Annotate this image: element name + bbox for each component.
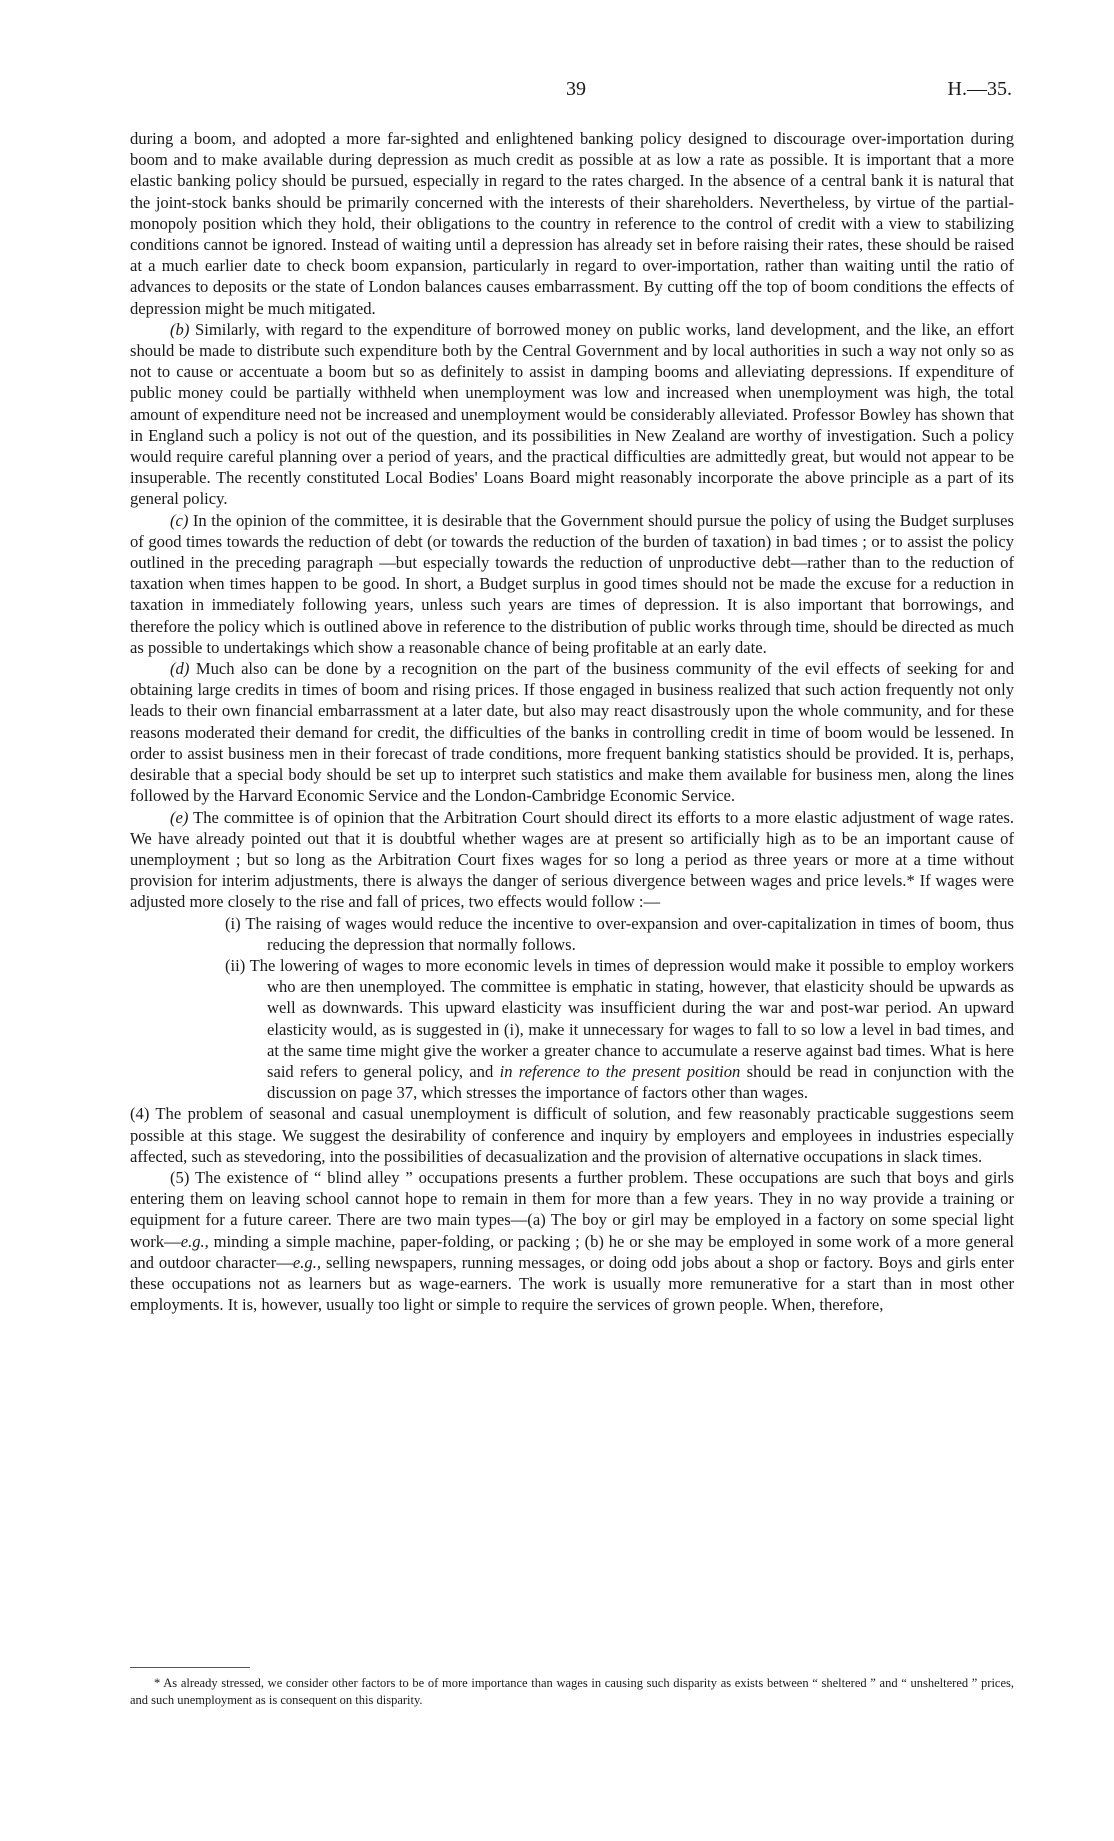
paragraph-c: [130, 510, 1014, 658]
label-b: (b): [170, 319, 190, 339]
paragraph-e: [130, 807, 1014, 913]
body-text: [130, 128, 1014, 1315]
footnote-text: * As already stressed, we consider other factors to be of more importance than wages in causing such disparity as exists between “ sheltered ” and “ unsheltered ” prices, and such unemployment as is consequent on this disparity.: [130, 1676, 1014, 1707]
list-item-i: (i) The raising of wages would reduce the incentive to over-expansion and over-capitalization in times of boom, thus reducing the depression that normally follows.: [225, 913, 1014, 954]
paragraph-5-text-a: (5) The existence of “ blind alley ” occupations presents a further problem. These occupations are such that boys and girls entering them on leaving school cannot hope to remain in them for more than a few years. They in no way provide a training or equipment for a future career. There are two main types—(a) The boy or girl may be employed in a factory on some special light work—: [130, 1167, 1014, 1251]
list-item-ii-italic: in reference to the present position: [499, 1061, 741, 1081]
paragraph-5: [130, 1167, 1014, 1315]
paragraph-5-text-b: minding a simple machine, paper-folding, or packing ; (b) he or she may be employed in some work of a more general and outdoor character—: [130, 1231, 1014, 1272]
paragraph-4: (4) The problem of seasonal and casual unemployment is difficult of solution, and few reasonably practicable suggestions seem possible at this stage. We suggest the desirability of conference and inquiry by employers and employees in industries especially affected, such as stevedoring, into the possibilities of decasualization and the provision of alternative occupations in slack times.: [130, 1104, 1014, 1166]
paragraph-5-text-c: selling newspapers, running messages, or doing odd jobs about a shop or factory. Boys and girls enter these occupations not as learners but as wage-earners. The work is usually more remunerative for a start than in most other employments. It is, however, usually too light or simple to require the services of grown people. When, therefore,: [130, 1252, 1014, 1315]
paragraph-b: [130, 319, 1014, 510]
page-number: 39: [566, 78, 586, 100]
label-d: (d): [170, 659, 190, 679]
document-reference: H.—35.: [947, 78, 1012, 100]
label-c: (c): [170, 510, 189, 530]
paragraph-continued: during a boom, and adopted a more far-sighted and enlightened banking policy designed to discourage over-importation during boom and to make available during depression as much credit as possible at as low a rate as possible. It is important that a more elastic banking policy should be pursued, especially in regard to the rates charged. In the absence of a central bank it is natural that the joint-stock banks should be primarily concerned with the interests of their shareholders. Nevertheless, by virtue of the partial-monopoly position which they hold, their obligations to the country in reference to the control of credit with a view to stabilizing conditions cannot be ignored. Instead of waiting until a depression has already set in before raising their rates, these should be raised at a much earlier date to check boom expansion, particularly in regard to over-importation, rather than waiting until the ratio of advances to deposits or the state of London balances causes embarrassment. By cutting off the top of boom conditions the effects of depression might be much mitigated.: [130, 129, 1014, 318]
list-item-ii-text-a: (ii) The lowering of wages to more economic levels in times of depression would make it possible to employ workers who are then unemployed. The committee is emphatic in stating, however, that elasticity should be upwards as well as downwards. This upward elasticity was insufficient during the war and post-war period. An upward elasticity would, as is suggested in (i), make it unnecessary for wages to fall to so low a level in bad times, and at the same time might give the worker a greater chance to accumulate a reserve against bad times. What is here said refers to general policy, and: [225, 955, 1014, 1081]
paragraph-d-text: Much also can be done by a recognition on the part of the business community of the evil effects of seeking for and obtaining large credits in times of boom and rising prices. If those engaged in business realized that such action frequently not only leads to their own financial embarrassment at a later date, but also may react disastrously upon the whole community, and for these reasons moderated their demand for credit, the difficulties of the banks in controlling credit in time of boom would be lessened. In order to assist business men in their forecast of trade conditions, more frequent banking statistics should be provided. It is, perhaps, desirable that a special body should be set up to interpret such statistics and make them available for business men, along the lines followed by the Harvard Economic Service and the London-Cambridge Economic Service.: [130, 659, 1014, 806]
paragraph-5-eg-1: e.g.,: [180, 1231, 209, 1251]
paragraph-e-text: The committee is of opinion that the Arbitration Court should direct its efforts to a more elastic adjustment of wage rates. We have already pointed out that it is doubtful whether wages are at present so artificially high as to be an important cause of unemployment ; but so long as the Arbitration Court fixes wages for so long a period as three years or more at a time without provision for interim adjustments, there is always the danger of serious divergence between wages and price levels.* If wages were adjusted more closely to the rise and fall of prices, two effects would follow :—: [130, 807, 1014, 912]
footnote-divider: [130, 1667, 250, 1668]
paragraph-d: [130, 658, 1014, 806]
footnote: [130, 1675, 1014, 1708]
label-e: (e): [170, 807, 189, 827]
list-item-ii: [130, 955, 1014, 1103]
list-item-ii-text-b: should be read in conjunction with the discussion on page 37, which stresses the importance of factors other than wages.: [267, 1061, 1014, 1103]
paragraph-5-eg-2: e.g.,: [292, 1252, 321, 1272]
page-header: [0, 78, 1114, 106]
paragraph-c-text: In the opinion of the committee, it is desirable that the Government should pursue the policy of using the Budget surpluses of good times towards the reduction of debt (or towards the reduction of the burden of taxation) in bad times ; or to assist the policy outlined in the preceding paragraph —but especially towards the reduction of unproductive debt—rather than to the reduction of taxation when times happen to be good. In short, a Budget surplus in good times should not be made the excuse for a reduction in taxation in immediately following years, unless such years are times of depression. It is also important that borrowings, and therefore the policy which is outlined above in reference to the distribution of public works through time, should be directed as much as possible to undertakings which show a reasonable chance of being profitable at an early date.: [130, 510, 1014, 657]
paragraph-b-text: Similarly, with regard to the expenditure of borrowed money on public works, land development, and the like, an effort should be made to distribute such expenditure both by the Central Government and by local authorities in such a way not only so as not to cause or accentuate a boom but so as definitely to assist in damping booms and alleviating depressions. If expenditure of public money could be partially withheld when unemployment was low and increased when unemployment was high, the total amount of expenditure need not be increased and unemployment would be considerably alleviated. Professor Bowley has shown that in England such a policy is not out of the question, and its possibilities in New Zealand are worthy of investigation. Such a policy would require careful planning over a period of years, and the practical difficulties are admittedly great, but would not appear to be insuperable. The recently constituted Local Bodies' Loans Board might reasonably incorporate the above principle as a part of its general policy.: [130, 319, 1014, 509]
